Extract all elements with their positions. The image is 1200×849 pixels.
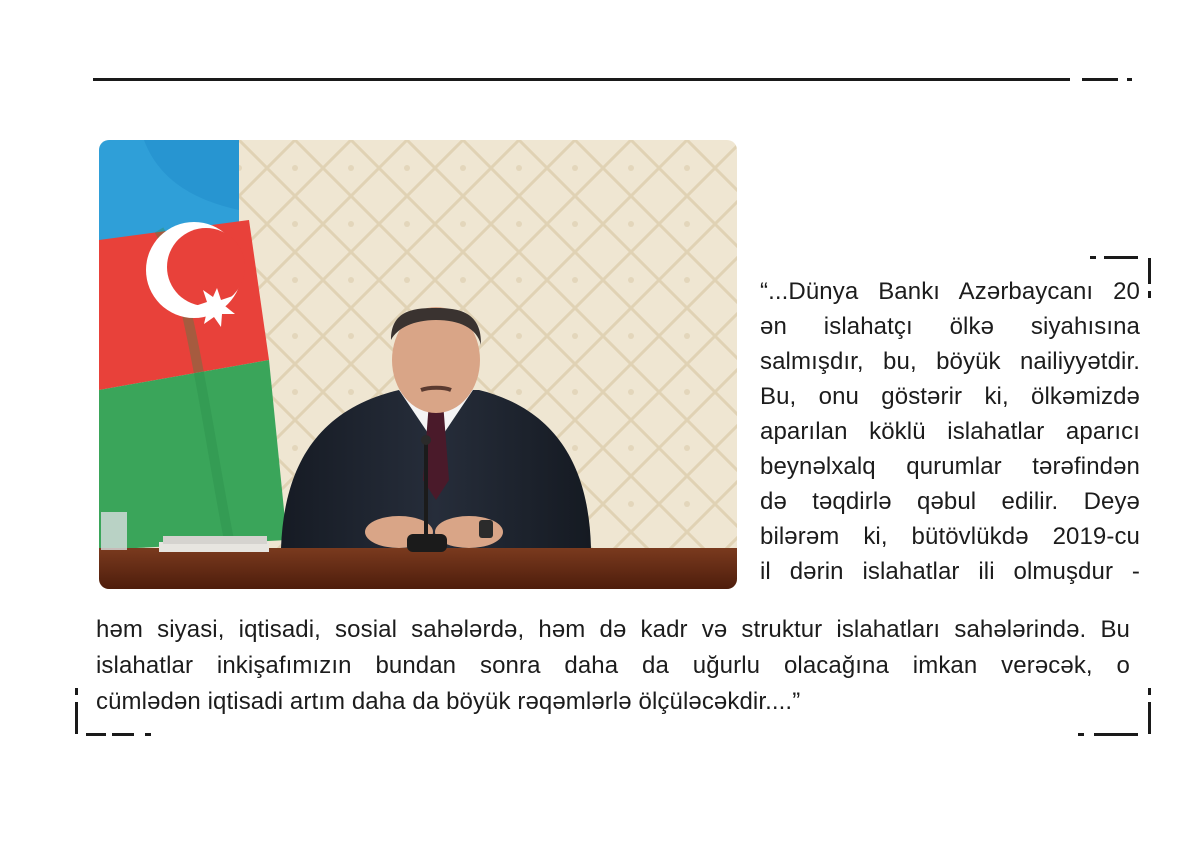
quote-line: bilərəm ki, bütövlükdə 2019-cu xyxy=(760,523,1140,550)
bracket-bottom-left-dot xyxy=(145,733,151,736)
bracket-bottom-left-dash2 xyxy=(112,733,134,736)
bracket-bottom-left-vert-dot xyxy=(75,688,78,695)
bracket-bottom-left-dash xyxy=(86,733,106,736)
top-rule xyxy=(93,78,1070,81)
quote-line: salmışdır, bu, böyük nailiyyətdir. xyxy=(760,348,1140,375)
quote-line: beynəlxalq qurumlar tərəfindən xyxy=(760,453,1140,480)
bracket-bottom-right-vert xyxy=(1148,702,1151,734)
top-rule-dot xyxy=(1127,78,1132,81)
quote-line-last: cümlədən iqtisadi artım daha da böyük rəqəmlərlə ölçüləcəkdir....” xyxy=(96,688,801,715)
bracket-bottom-right-dash xyxy=(1094,733,1138,736)
bracket-bottom-right-dot xyxy=(1078,733,1084,736)
quote-line: ən islahatçı ölkə siyahısına xyxy=(760,313,1140,340)
quote-line: “...Dünya Bankı Azərbaycanı 20 xyxy=(760,278,1140,305)
bracket-top-right-dot xyxy=(1090,256,1096,259)
quote-line: həm siyasi, iqtisadi, sosial sahələrdə, həm də kadr və struktur islahatları sahələrində. Bu xyxy=(96,616,1130,643)
quote-line: islahatlar inkişafımızın bundan sonra daha da uğurlu olacağına imkan verəcək, o xyxy=(96,652,1130,679)
bracket-bottom-right-vert-dot xyxy=(1148,688,1151,695)
bracket-bottom-left-vert xyxy=(75,702,78,734)
top-rule-dash xyxy=(1082,78,1118,81)
quote-line: də təqdirlə qəbul edilir. Deyə xyxy=(760,488,1140,515)
quote-line: il dərin islahatlar ili olmuşdur - xyxy=(760,558,1140,585)
speaker-photo xyxy=(99,140,737,589)
bracket-top-right-vert-dot xyxy=(1148,291,1151,298)
bracket-top-right-dash xyxy=(1104,256,1138,259)
quote-line: aparılan köklü islahatlar aparıcı xyxy=(760,418,1140,445)
bracket-top-right-vert xyxy=(1148,258,1151,284)
quote-line: Bu, onu göstərir ki, ölkəmizdə xyxy=(760,383,1140,410)
